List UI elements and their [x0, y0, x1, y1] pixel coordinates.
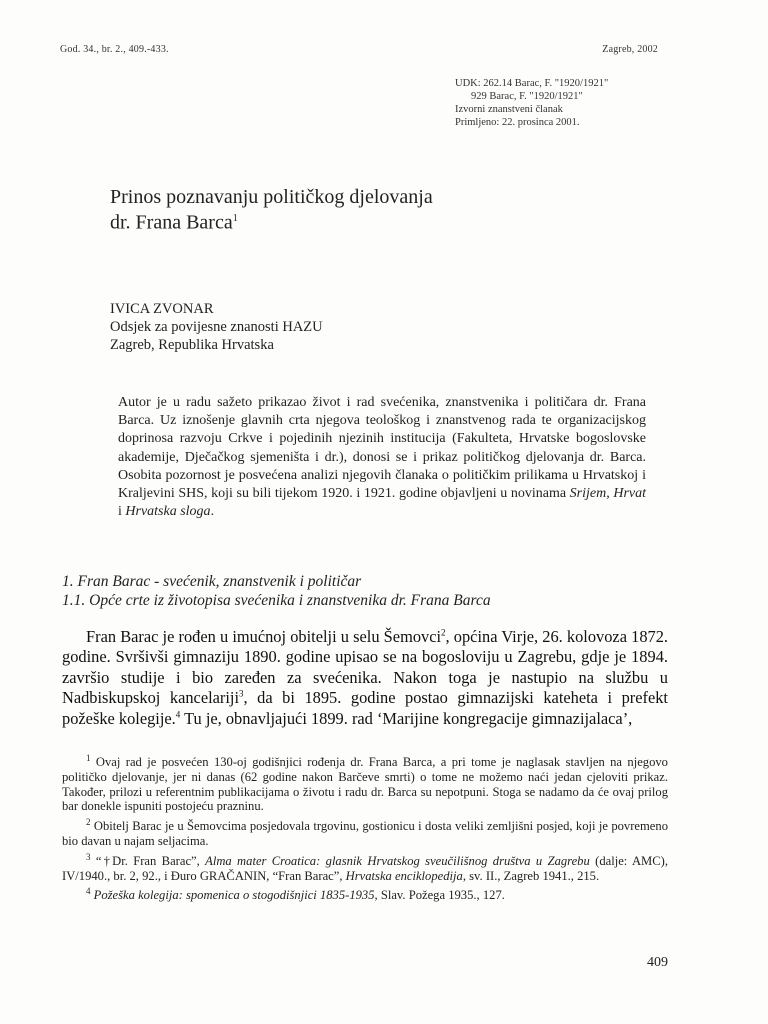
footnote-italic: Požeška kolegija: spomenica o stogodišnjici 1835-1935: [93, 888, 375, 903]
body-text-run: , da bi 1895. godine postao gimnazijski kateheta i prefekt požeške kolegije.: [62, 688, 668, 728]
title-line-1: Prinos poznavanju političkog djelovanja: [110, 186, 433, 208]
author-block: [110, 300, 323, 354]
footnote-number: 2: [86, 817, 91, 827]
title-line-2-text: dr. Frana Barca: [110, 211, 233, 234]
abstract-sep: ,: [606, 486, 614, 502]
abstract-sep: i: [118, 504, 126, 520]
footnote-text: , sv. II., Zagreb 1941., 215.: [462, 868, 600, 883]
received-date: Primljeno: 22. prosinca 2001.: [455, 117, 580, 128]
footnotes: [62, 752, 668, 908]
article-metadata: [455, 77, 608, 129]
article-title: [110, 186, 433, 234]
footnote-text: Obitelj Barac je u Šemovcima posjedovala trgovinu, gostionicu i dosta veliki zemljišni posjed, koji je povremeno bio davan u najam seljacima.: [62, 819, 668, 848]
footnote-text: (dalje: AMC), IV/1940., br. 2, 92., i Đuro GRAČANIN, “Fran Barac”,: [62, 853, 668, 883]
journal-issue-info: God. 34., br. 2., 409.-433.: [60, 44, 169, 55]
body-text-run: Fran Barac je rođen u imućnoj obitelji u selu Šemovci: [86, 627, 442, 646]
footnote-ref: 3: [239, 688, 244, 699]
footnote-italic: Hrvatska enciklopedija: [345, 868, 463, 883]
author-city: Zagreb, Republika Hrvatska: [110, 337, 274, 353]
abstract-text: Autor je u radu sažeto prikazao život i rad svećenika, znanstvenika i političara dr. Frana Barca. Uz iznošenje glavnih crta njegova teološkog i znanstvenog rada te organizacijskog doprinosa razvoju Crkve i pojedinih njezinih institucija (Fakulteta, Hrvatske bogoslovske akademije, Dječačkog sjemeništa i dr.), donosi se i prikaz političkog djelovanja dr. Barca. Osobita pozornost je posvećena analizi njegovih članaka o političkim prilikama u Hrvatskoj i Kraljevini SHS, koji su bili tijekom 1920. i 1921. godine objavljeni u novinama: [118, 395, 646, 502]
body-text-run: , općina Virje, 26. kolovoza 1872. godine. Svršivši gimnaziju 1890. godine upisao se na bogosloviju u Zagrebu, gdje je 1894. završio studije i bio zaređen za svećenika. Nakon toga je nastupio na službu u Nadbiskupskoj kancelariji: [62, 627, 669, 708]
newspaper-hrvatska-sloga: Hrvatska sloga: [125, 504, 211, 520]
body-paragraph: [62, 627, 668, 729]
abstract: [118, 394, 646, 521]
abstract-end: .: [210, 504, 215, 520]
section-heading-1: 1. Fran Barac - svećenik, znanstvenik i političar: [62, 573, 362, 590]
section-headings: [62, 573, 491, 610]
footnote-4: [62, 888, 668, 903]
footnote-ref: 4: [175, 709, 181, 720]
udk-line-1: UDK: 262.14 Barac, F. "1920/1921": [455, 78, 609, 89]
footnote-ref: 2: [441, 627, 446, 638]
author-department: Odsjek za povijesne znanosti HAZU: [110, 319, 323, 335]
footnote-italic: Alma mater Croatica: glasnik Hrvatskog sveučilišnog društva u Zagrebu: [205, 853, 590, 868]
newspaper-srijem: Srijem: [569, 486, 607, 502]
newspaper-hrvat: Hrvat: [613, 486, 647, 502]
footnote-3: [62, 851, 668, 884]
udk-line-2: 929 Barac, F. "1920/1921": [471, 91, 583, 102]
abstract-paragraph: [118, 394, 646, 521]
section-heading-1-1: 1.1. Opće crte iz životopisa svećenika i znanstvenika dr. Frana Barca: [62, 591, 491, 609]
article-type: Izvorni znanstveni članak: [455, 104, 563, 115]
title-line-2: [110, 208, 433, 234]
footnote-2: [62, 819, 668, 849]
footnote-text: , Slav. Požega 1935., 127.: [374, 888, 505, 903]
page-number: 409: [647, 955, 668, 970]
publication-place-year: Zagreb, 2002: [602, 44, 658, 55]
footnote-1: [62, 752, 668, 814]
title-footnote-ref: 1: [232, 213, 238, 224]
footnote-number: 1: [86, 752, 91, 763]
footnote-number: 3: [86, 851, 91, 862]
author-name: IVICA ZVONAR: [110, 301, 214, 317]
footnote-number: 4: [86, 886, 91, 897]
footnote-text: “†Dr. Fran Barac”,: [95, 853, 206, 868]
footnote-text: Ovaj rad je posvećen 130-oj godišnjici rođenja dr. Frana Barca, a pri tome je naglasak stavljen na njegovo političko djelovanje, jer ni danas (62 godine nakon Barčeve smrti) o tome ne možemo naći jedan cjeloviti prikaz. Također, prilozi u referentnim publikacijama o životu i radu dr. Barca su nepotpuni. Stoga se nadamo da će ovaj prilog bar donekle ispuniti postojeću prazninu.: [62, 755, 668, 814]
body-text: [62, 627, 668, 729]
body-text-run: Tu je, obnavljajući 1899. rad ‘Marijine kongregacije gimnazijalaca’,: [180, 708, 633, 728]
